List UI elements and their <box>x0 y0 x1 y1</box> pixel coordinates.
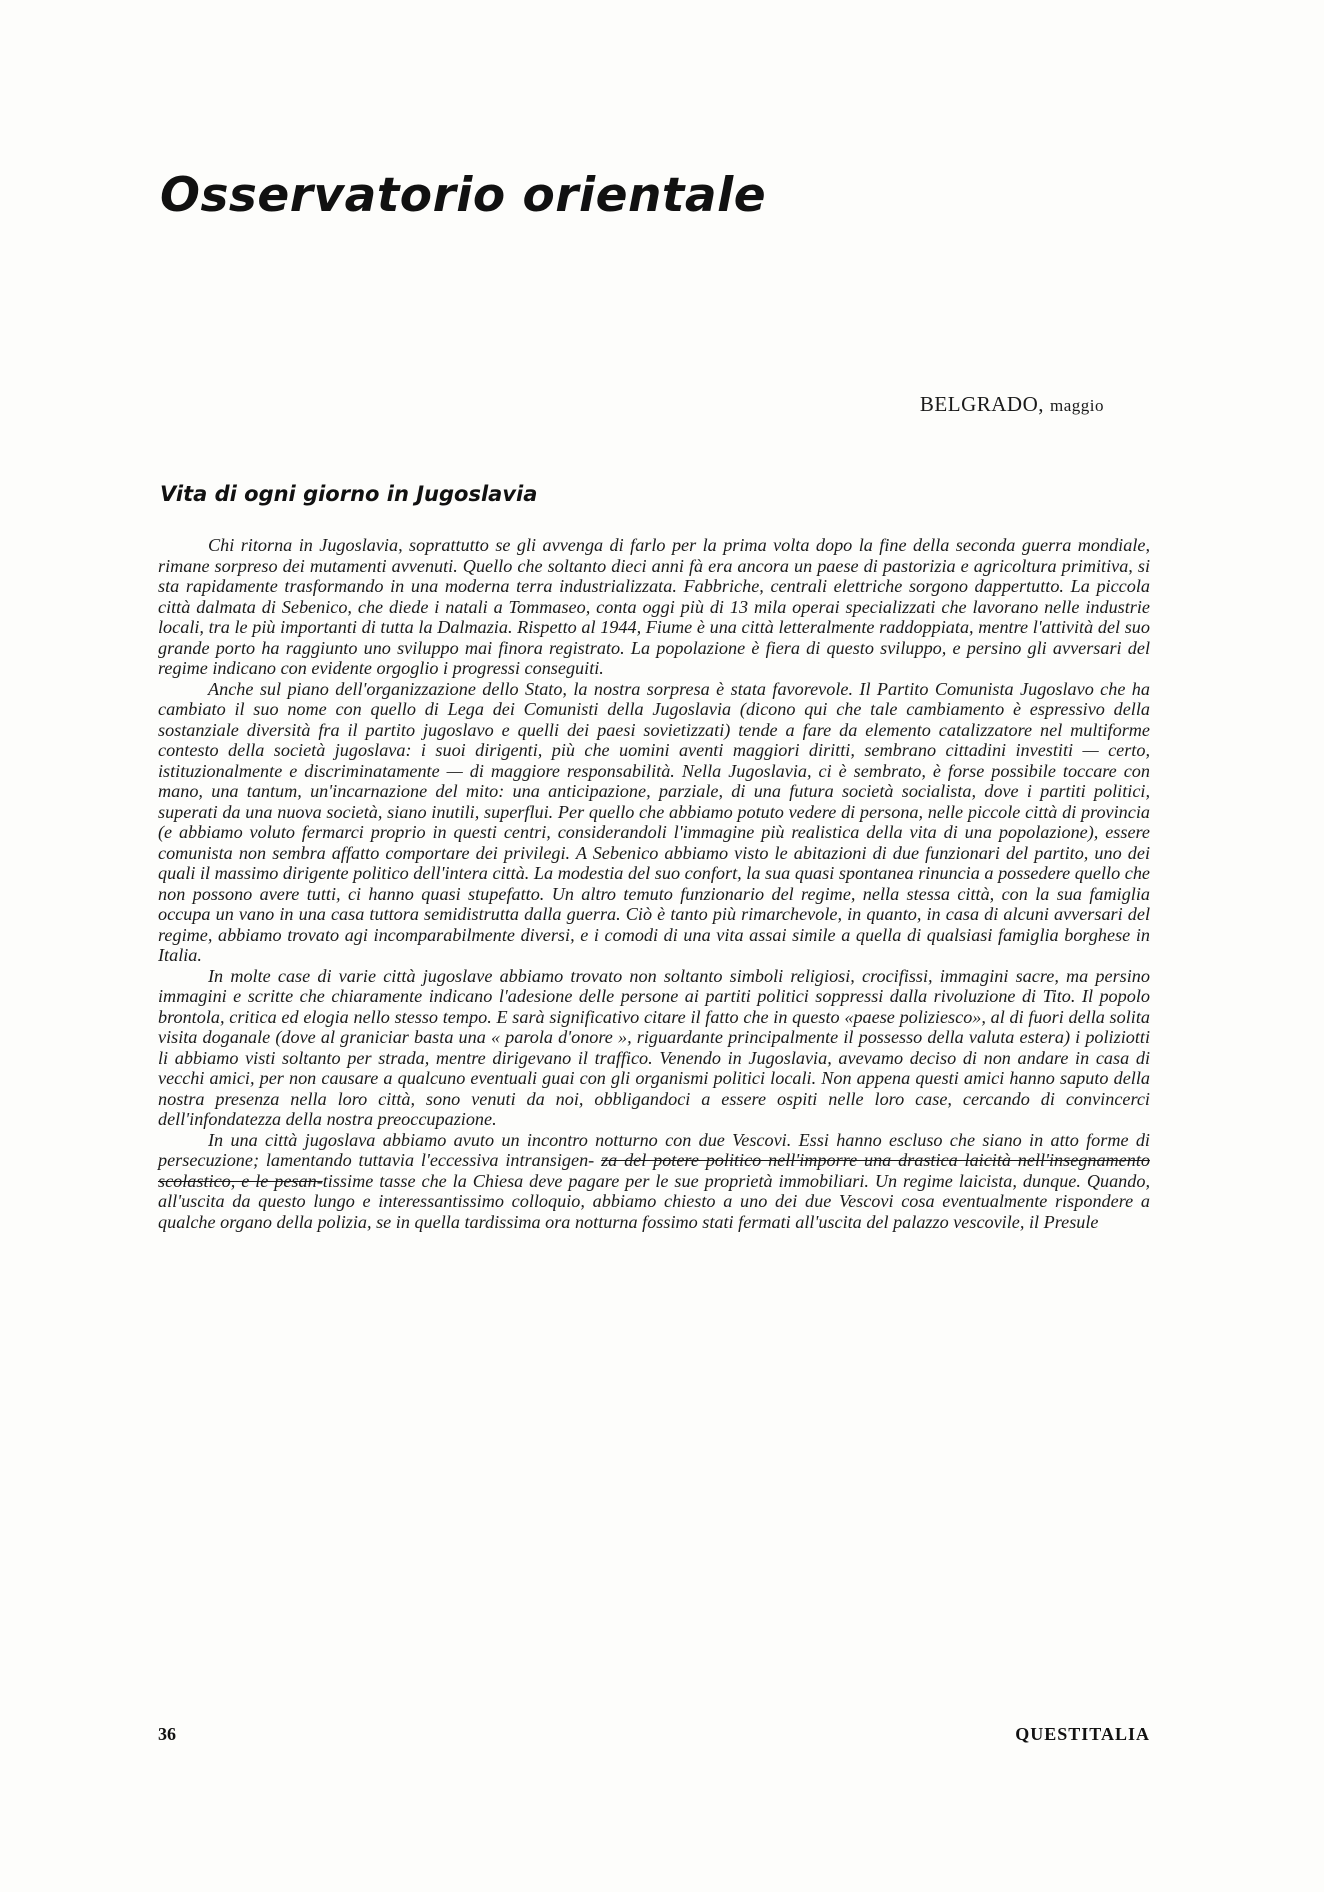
struck-through-text: za del potere politico nell'imporre una drastica laicità nell'insegnamento scolastico, e le pesan- <box>158 1150 1150 1191</box>
journal-name: QUESTITALIA <box>1015 1724 1150 1744</box>
page-number: 36 <box>158 1724 176 1744</box>
article-text: tissime tasse che la Chiesa deve pagare per le sue proprietà immobiliari. Un regime laicista, dunque. Quando, all'uscita da questo lungo e interessantissimo colloquio, abbiamo chiesto a uno dei due Vescovi cosa eventualmente rispondere a qualche organo della polizia, se in quella tardissima ora notturna fossimo stati fermati all'uscita del palazzo vescovile, il Presule <box>158 1170 1150 1232</box>
article-paragraph: In molte case di varie città jugoslave abbiamo trovato non soltanto simboli religiosi, crocifissi, immagini sacre, ma persino immagini e scritte che chiaramente indicano l'adesione delle persone ai partiti politici soppressi dalla rivoluzione di Tito. Il popolo brontola, critica ed elogia nello stesso tempo. E sarà significativo citare il fatto che in questo «paese poliziesco», al di fuori della solita visita doganale (dove al graniciar basta una « parola d'onore », riguardante principalmente il possesso della valuta estera) i poliziotti li abbiamo visti soltanto per strada, mentre dirigevano il traffico. Venendo in Jugoslavia, avevamo deciso di non andare in casa di vecchi amici, per non causare a qualcuno eventuali guai con gli organismi politici locali. Non appena questi amici hanno saputo della nostra presenza nella loro città, sono venuti da noi, obbligandoci a essere ospiti nelle loro case, cercando di convincerci dell'infondatezza della nostra preoccupazione. <box>158 965 1150 1129</box>
article-paragraph: Chi ritorna in Jugoslavia, soprattutto se gli avvenga di farlo per la prima volta dopo la fine della seconda guerra mondiale, rimane sorpreso dei mutamenti avvenuti. Quello che soltanto dieci anni fà era ancora un paese di pastorizia e agricoltura primitiva, si sta rapidamente trasformando in una moderna terra industrializzata. Fabbriche, centrali elettriche sorgono dappertutto. La piccola città dalmata di Sebenico, che diede i natali a Tommaseo, conta oggi più di 13 mila operai specializzati che lavorano nelle industrie locali, tra le più importanti di tutta la Dalmazia. Rispetto al 1944, Fiume è una città letteralmente raddoppiata, mentre l'attività del suo grande porto ha raggiunto uno sviluppo mai finora registrato. La popolazione è fiera di questo sviluppo, e persino gli avversari del regime indicano con evidente orgoglio i progressi conseguiti. <box>158 535 1150 678</box>
dateline-month: maggio <box>1050 396 1104 415</box>
article-text: In una città jugoslava abbiamo avuto un incontro notturno con due Vescovi. Essi hanno escluso che siano in atto forme di persecuzione; lamentando tuttavia l'eccessiva intransigen- <box>158 1129 1150 1170</box>
dateline-city: BELGRADO, <box>919 392 1044 416</box>
article-paragraph: Anche sul piano dell'organizzazione dello Stato, la nostra sorpresa è stata favorevole. Il Partito Comunista Jugoslavo che ha cambiato il suo nome con quello di Lega dei Comunisti della Jugoslavia (dicono qui che tale cambiamento è espressivo della sostanziale diversità fra il partito jugoslavo e quelli dei paesi sovietizzati) tende a fare da elemento catalizzatore nel multiforme contesto della società jugoslava: i suoi dirigenti, più che uomini aventi maggiori diritti, sembrano cittadini investiti — certo, istituzionalmente e discriminatamente — di maggiore responsabilità. Nella Jugoslavia, ci è sembrato, è forse possibile toccare con mano, una tantum, un'incarnazione del mito: una anticipazione, parziale, di una futura società socialista, dove i partiti politici, superati da una nuova società, siano inutili, superflui. Per quello che abbiamo potuto vedere di persona, nelle piccole città di provincia (e abbiamo voluto fermarci proprio in questi centri, considerandoli l'immagine più realistica della vita di una popolazione), essere comunista non sembra affatto comportare dei privilegi. A Sebenico abbiamo visto le abitazioni di due funzionari del partito, uno dei quali il massimo dirigente politico dell'intera città. La modestia del suo confort, la sua quasi spontanea rinuncia a possedere quello che non possono avere tutti, ci hanno quasi stupefatto. Un altro temuto funzionario del regime, nella stessa città, con la sua famiglia occupa un vano in una casa tuttora semidistrutta dalla guerra. Ciò è tanto più rimarchevole, in quanto, in casa di alcuni avversari del regime, abbiamo trovato agi incomparabilmente diversi, e i comodi di una vita assai simile a quella di qualsiasi famiglia borghese in Italia. <box>158 678 1150 965</box>
article-body <box>158 535 1150 1232</box>
section-heading: Vita di ogni giorno in Jugoslavia <box>160 482 538 506</box>
article-paragraph-last <box>158 1130 1150 1233</box>
page-title: Osservatorio orientale <box>160 168 767 223</box>
dateline <box>920 392 1104 417</box>
